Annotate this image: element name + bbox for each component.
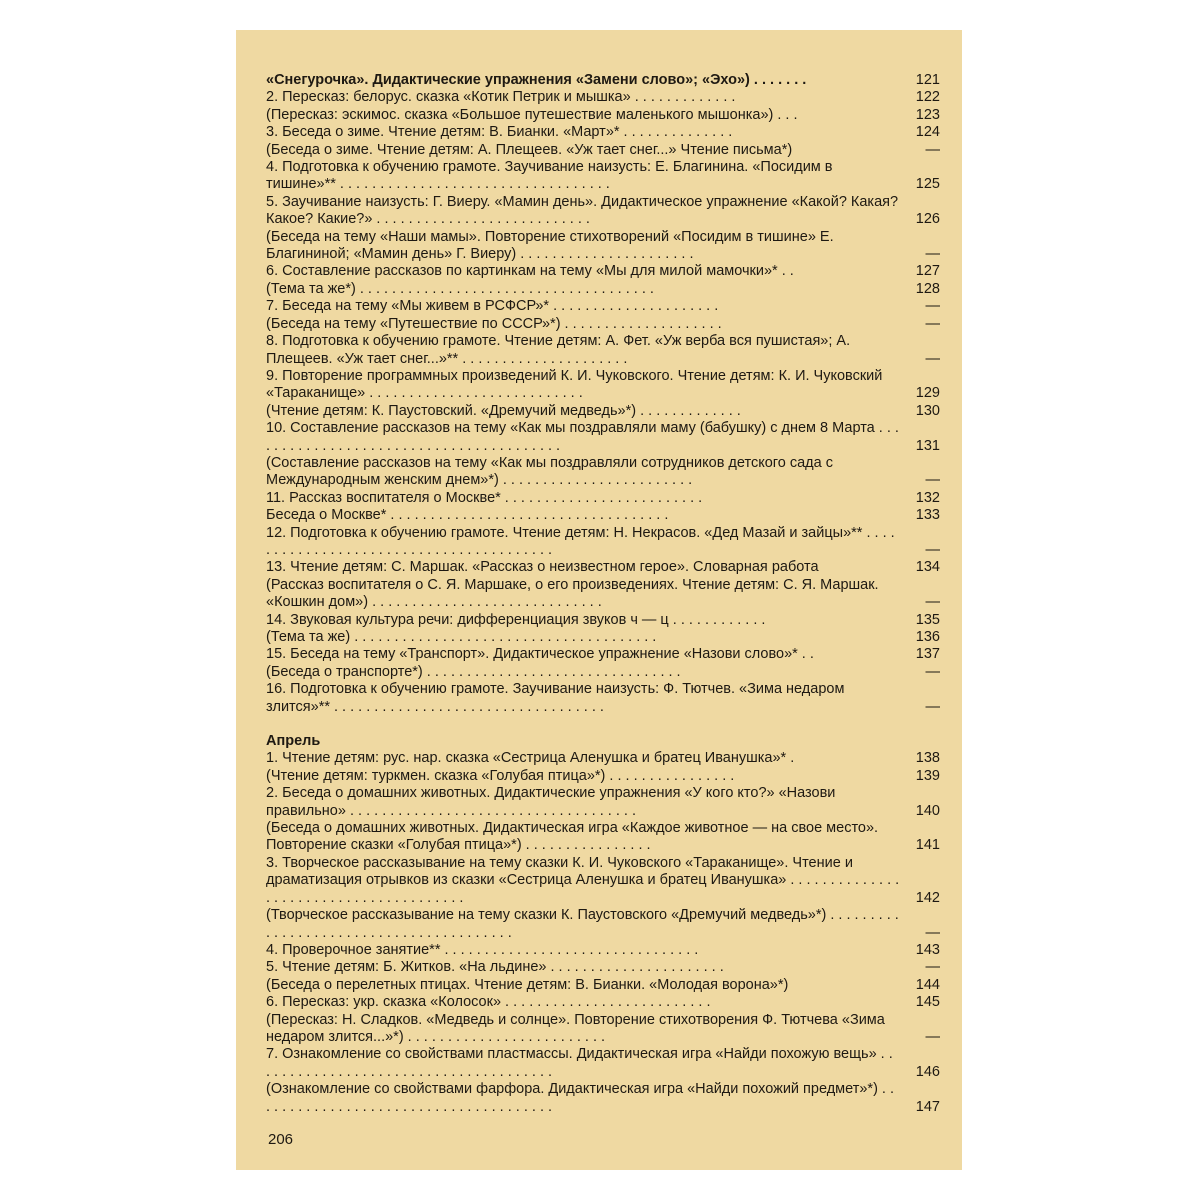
toc-entry-page: 124 — [915, 124, 940, 141]
toc-entry — [266, 229, 940, 264]
toc-entry-page: — — [925, 663, 940, 680]
toc-entry-text: 16. Подготовка к обучению грамоте. Заучивание наизусть: Ф. Тютчев. «Зима недаром злится»** . . . . . . . . . . . . . . . . . . . . . . . . . . . . . . . . . . — [266, 681, 845, 715]
toc-entry-text: (Беседа на тему «Путешествие по СССР»*) . . . . . . . . . . . . . . . . . . . . — [266, 315, 722, 332]
toc-entry-text: (Беседа о перелетных птицах. Чтение детям: В. Бианки. «Молодая ворона»*) — [266, 976, 789, 993]
toc-entry-text: 13. Чтение детям: С. Маршак. «Рассказ о неизвестном герое». Словарная работа — [266, 559, 819, 576]
toc-entry — [266, 507, 940, 524]
toc-entry — [266, 559, 940, 576]
toc-entry — [266, 664, 940, 681]
toc-entry-page: 144 — [915, 976, 940, 993]
toc-entry-text: «Снегурочка». Дидактические упражнения «Замени слово»; «Эхо») . . . . . . . — [266, 72, 807, 88]
toc-entry — [266, 455, 940, 490]
toc-entry-text: (Тема та же*) . . . . . . . . . . . . . . . . . . . . . . . . . . . . . . . . . . . . . — [266, 280, 654, 297]
toc-entry — [266, 681, 940, 716]
toc-entry — [266, 333, 940, 368]
toc-entry — [266, 785, 940, 820]
toc-entry-text: 2. Беседа о домашних животных. Дидактические упражнения «У кого кто?» «Назови правильно» . . . . . . . . . . . . . . . . . . . . . . . . . . . . . . . . . . . . — [266, 785, 836, 819]
toc-entry — [266, 907, 940, 942]
toc-entry — [266, 768, 940, 785]
toc-entry-text: 10. Составление рассказов на тему «Как мы поздравляли маму (бабушку) с днем 8 Марта . . . . . . . . . . . . . . . . . . . . . . . . . . . . . . . . . . . . . . . . — [266, 420, 899, 454]
toc-entry-text: 7. Ознакомление со свойствами пластмассы. Дидактическая игра «Найди похожую вещь» . . . . . . . . . . . . . . . . . . . . . . . . . . . . . . . . . . . . . . — [266, 1046, 893, 1080]
toc-entry-text: (Беседа на тему «Наши мамы». Повторение стихотворений «Посидим в тишине» Е. Благининой; «Мамин день» Г. Виеру) . . . . . . . . . . . . . . . . . . . . . . — [266, 228, 834, 263]
toc-entry-text: 5. Заучивание наизусть: Г. Виеру. «Мамин день». Дидактическое упражнение «Какой? Какая? Какое? Какие?» . . . . . . . . . . . . . . . . . . . . . . . . . . . — [266, 193, 899, 228]
page-number: 206 — [268, 1131, 294, 1148]
toc-entry-text: 2. Пересказ: белорус. сказка «Котик Петрик и мышка» . . . . . . . . . . . . . — [266, 89, 736, 106]
toc-entries-april — [266, 750, 940, 1116]
toc-entry-text: 3. Творческое рассказывание на тему сказки К. И. Чуковского «Тараканище». Чтение и драматизация отрывков из сказки «Сестрица Аленушка и братец Иванушка» . . . . . . . . . . . . . . . . . . . . . . . . . . . . . . . . . . . . . . . — [266, 854, 900, 906]
toc-entry-text: (Беседа о зиме. Чтение детям: А. Плещеев. «Уж тает снег...» Чтение письма*) — [266, 141, 793, 158]
toc-entry-text: 14. Звуковая культура речи: дифференциация звуков ч — ц . . . . . . . . . . . . — [266, 611, 766, 628]
toc-entry — [266, 403, 940, 420]
toc-entry — [266, 612, 940, 629]
toc-entry — [266, 1046, 940, 1081]
toc-entry — [266, 89, 940, 106]
toc-entry-text: 8. Подготовка к обучению грамоте. Чтение детям: А. Фет. «Уж верба вся пушистая»; А. Плещеев. «Уж тает снег...»** . . . . . . . . . . . . . . . . . . . . . — [266, 333, 851, 367]
toc-entry-page: 140 — [915, 802, 940, 819]
toc-entry-text: 4. Подготовка к обучению грамоте. Заучивание наизусть: Е. Благинина. «Посидим в тишине»** . . . . . . . . . . . . . . . . . . . . . . . . . . . . . . . . . . — [266, 159, 833, 193]
toc-entry-text: (Пересказ: эскимос. сказка «Большое путешествие маленького мышонка») . . . — [266, 106, 798, 123]
toc-entry-page: 130 — [915, 402, 940, 419]
toc-entry-text: (Ознакомление со свойствами фарфора. Дидактическая игра «Найди похожий предмет»*) . . . . . . . . . . . . . . . . . . . . . . . . . . . . . . . . . . . . . . — [266, 1081, 895, 1115]
toc-entry — [266, 577, 940, 612]
toc-entry-page: 123 — [915, 106, 940, 123]
toc-entry-page: 129 — [915, 385, 940, 402]
toc-entry — [266, 629, 940, 646]
toc-entry-text: 6. Составление рассказов по картинкам на тему «Мы для милой мамочки»* . . — [266, 263, 794, 280]
toc-entry-text: 5. Чтение детям: Б. Житков. «На льдине» . . . . . . . . . . . . . . . . . . . . . . — [266, 959, 724, 976]
toc-entry — [266, 298, 940, 315]
toc-entry-text: 1. Чтение детям: рус. нар. сказка «Сестрица Аленушка и братец Иванушка»* . — [266, 750, 795, 767]
toc-entry-page: — — [925, 350, 940, 367]
toc-entry-text: (Пересказ: Н. Сладков. «Медведь и солнце». Повторение стихотворения Ф. Тютчева «Зима недаром злится...»*) . . . . . . . . . . . . . . . . . . . . . . . . . — [266, 1011, 885, 1045]
toc-entry-text: (Беседа о домашних животных. Дидактическая игра «Каждое животное — на свое место». Повторение сказки «Голубая птица»*) . . . . . . . . . . . . . . . . — [266, 820, 879, 854]
toc-entry — [266, 855, 940, 907]
toc-entry-page: 131 — [915, 437, 940, 454]
toc-entry-text: (Беседа о транспорте*) . . . . . . . . . . . . . . . . . . . . . . . . . . . . . . . . — [266, 663, 681, 680]
toc-entry-page: 136 — [915, 629, 940, 645]
toc-entry-page: 134 — [915, 559, 940, 576]
toc-entry-page: 132 — [915, 489, 940, 506]
toc-entry — [266, 1081, 940, 1116]
toc-entry-page: 139 — [915, 767, 940, 784]
toc-entry-page: 147 — [915, 1098, 940, 1115]
toc-entry — [266, 142, 940, 159]
toc-entry-text: (Составление рассказов на тему «Как мы поздравляли сотрудников детского сада с Международным женским днем»*) . . . . . . . . . . . . . . . . . . . . . . . . — [266, 454, 833, 489]
toc-entry-page: 127 — [915, 263, 940, 280]
toc-entry-text: 6. Пересказ: укр. сказка «Колосок» . . . . . . . . . . . . . . . . . . . . . . . . . . — [266, 994, 711, 1011]
table-of-contents — [266, 72, 940, 1116]
toc-entry-text: 9. Повторение программных произведений К. И. Чуковского. Чтение детям: К. И. Чуковский «Тараканище» . . . . . . . . . . . . . . . . . . . . . . . . . . . — [266, 367, 883, 402]
toc-entry — [266, 159, 940, 194]
toc-entry-page: 128 — [915, 280, 940, 297]
toc-entry-text: (Рассказ воспитателя о С. Я. Маршаке, о его произведениях. Чтение детям: С. Я. Маршак. «Кошкин дом») . . . . . . . . . . . . . . . . . . . . . . . . . . . . . — [266, 576, 879, 611]
toc-entry — [266, 420, 940, 455]
toc-entry-page: — — [925, 698, 940, 715]
toc-entry — [266, 281, 940, 298]
toc-entry — [266, 820, 940, 855]
toc-entry-page: — — [925, 594, 940, 611]
toc-entry-page: — — [925, 298, 940, 315]
toc-entry — [266, 942, 940, 959]
toc-entries — [266, 72, 940, 716]
toc-entry-page: 138 — [915, 750, 940, 767]
toc-entry-text: 12. Подготовка к обучению грамоте. Чтение детям: Н. Некрасов. «Дед Мазай и зайцы»** . . . . . . . . . . . . . . . . . . . . . . . . . . . . . . . . . . . . . . . . — [266, 524, 895, 558]
toc-entry — [266, 107, 940, 124]
toc-entry-page: 135 — [915, 611, 940, 628]
toc-entry-page: 126 — [915, 211, 940, 228]
toc-entry-page: 145 — [915, 994, 940, 1011]
toc-entry-text: (Творческое рассказывание на тему сказки К. Паустовского «Дремучий медведь»*) . . . . . . . . . . . . . . . . . . . . . . . . . . . . . . . . . . . . . . . . — [266, 907, 899, 941]
toc-entry — [266, 263, 940, 280]
section-heading-april: Апрель — [266, 733, 321, 750]
toc-entry-text: 3. Беседа о зиме. Чтение детям: В. Бианки. «Март»* . . . . . . . . . . . . . . — [266, 124, 733, 141]
toc-entry — [266, 959, 940, 976]
toc-entry-page: — — [925, 141, 940, 158]
toc-entry-page: 133 — [915, 507, 940, 524]
toc-entry-page: 137 — [915, 646, 940, 663]
toc-entry-page: — — [925, 315, 940, 332]
toc-entry-page: 121 — [915, 72, 940, 88]
toc-entry-text: (Тема та же) . . . . . . . . . . . . . . . . . . . . . . . . . . . . . . . . . . . . . . — [266, 629, 657, 645]
toc-entry-page: 122 — [915, 89, 940, 106]
toc-entry-text: 7. Беседа на тему «Мы живем в РСФСР»* . . . . . . . . . . . . . . . . . . . . . — [266, 298, 719, 315]
book-page — [236, 30, 962, 1170]
toc-entry — [266, 750, 940, 767]
toc-entry-text: 15. Беседа на тему «Транспорт». Дидактическое упражнение «Назови слово»* . . — [266, 646, 814, 663]
toc-entry-page: 142 — [915, 889, 940, 906]
toc-entry-text: (Чтение детям: К. Паустовский. «Дремучий медведь»*) . . . . . . . . . . . . . — [266, 402, 741, 419]
toc-entry-page: 143 — [915, 941, 940, 958]
toc-entry-page: — — [925, 924, 940, 941]
toc-entry — [266, 368, 940, 403]
toc-entry — [266, 72, 940, 89]
toc-entry — [266, 316, 940, 333]
toc-entry-page: — — [925, 959, 940, 976]
toc-entry-page: 146 — [915, 1063, 940, 1080]
toc-entry-text: 11. Рассказ воспитателя о Москве* . . . . . . . . . . . . . . . . . . . . . . . . . — [266, 489, 703, 506]
toc-entry-text: (Чтение детям: туркмен. сказка «Голубая птица»*) . . . . . . . . . . . . . . . . — [266, 767, 735, 784]
toc-entry — [266, 194, 940, 229]
toc-entry-page: 125 — [915, 176, 940, 193]
toc-entry-page: — — [925, 1028, 940, 1045]
toc-entry — [266, 124, 940, 141]
toc-entry — [266, 1012, 940, 1047]
toc-entry — [266, 525, 940, 560]
toc-entry — [266, 490, 940, 507]
toc-entry-page: — — [925, 472, 940, 489]
toc-entry-page: — — [925, 246, 940, 263]
toc-entry-text: Беседа о Москве* . . . . . . . . . . . . . . . . . . . . . . . . . . . . . . . . . . . — [266, 507, 669, 524]
toc-entry — [266, 646, 940, 663]
toc-entry — [266, 994, 940, 1011]
toc-entry — [266, 977, 940, 994]
toc-entry-page: — — [925, 541, 940, 558]
toc-entry-text: 4. Проверочное занятие** . . . . . . . . . . . . . . . . . . . . . . . . . . . . . . . . — [266, 941, 699, 958]
toc-entry-page: 141 — [915, 837, 940, 854]
